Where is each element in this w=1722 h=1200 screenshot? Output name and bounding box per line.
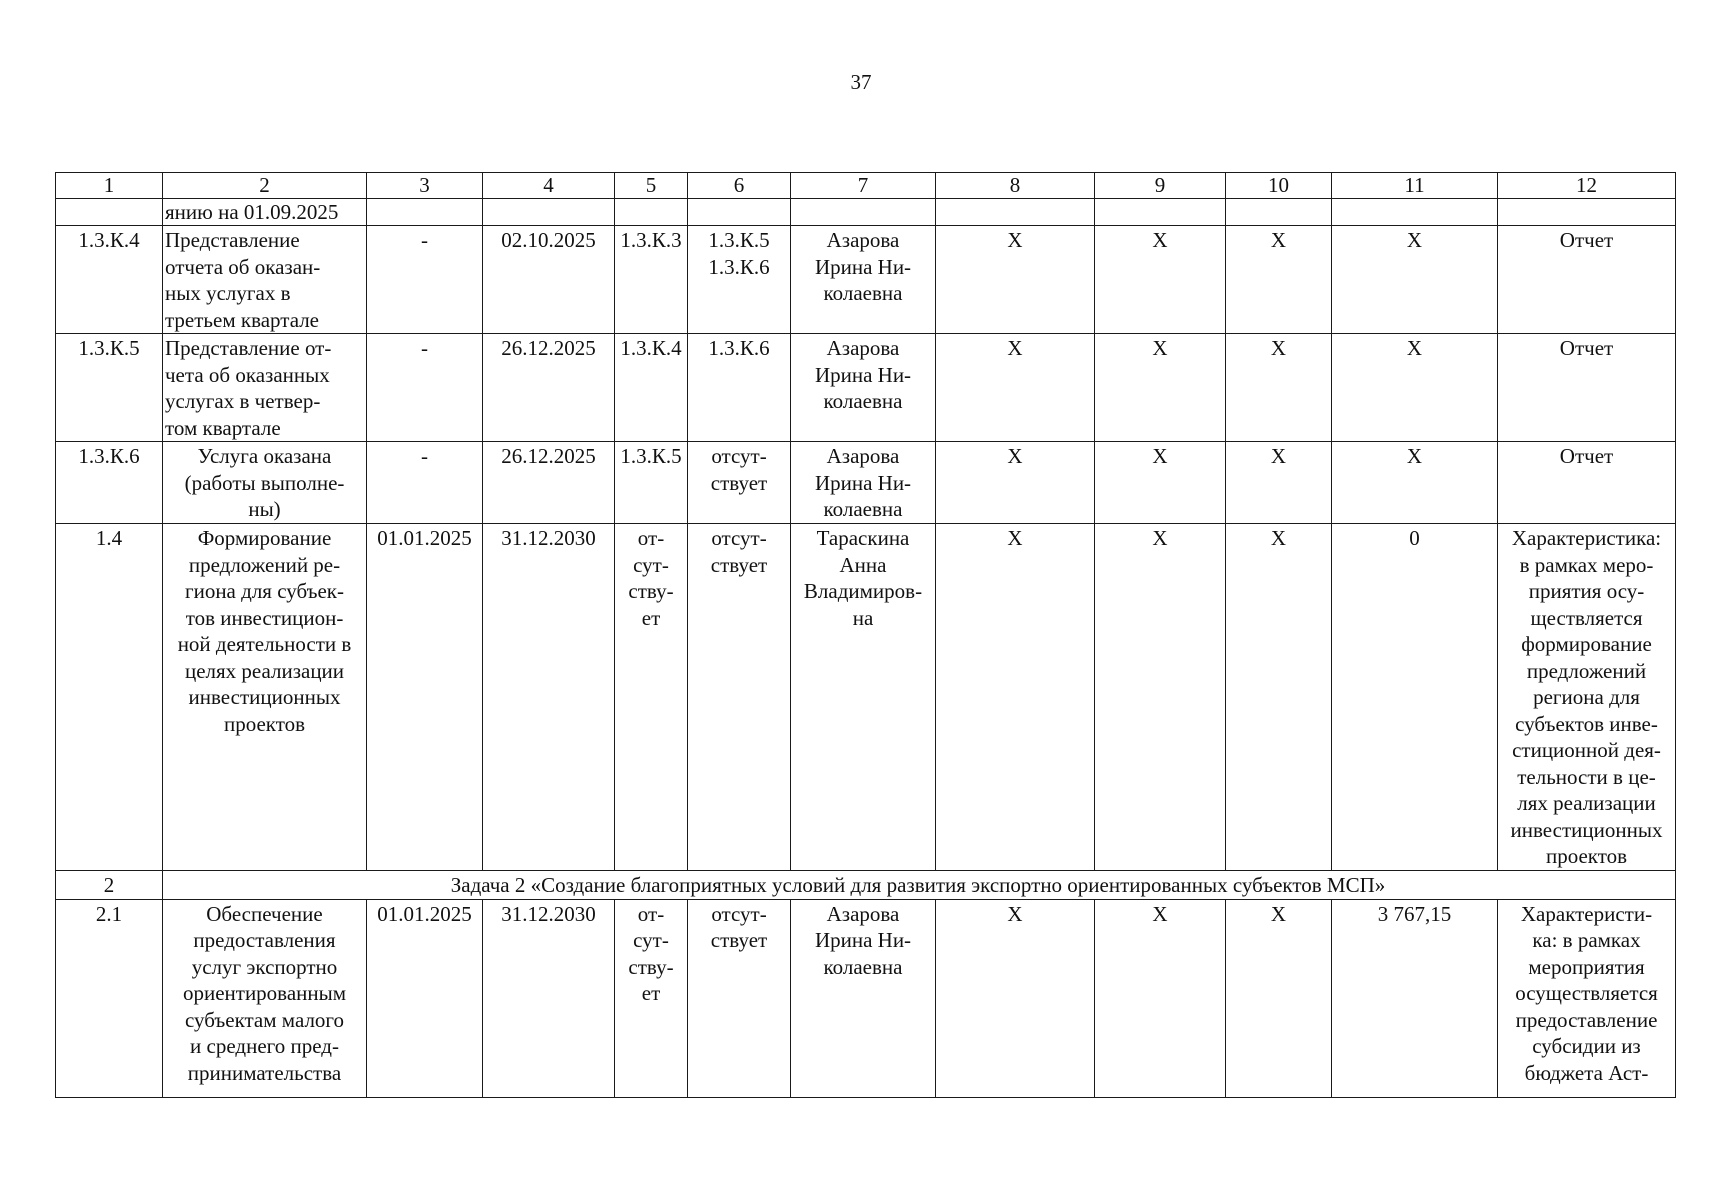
result-description-line: Отчет — [1559, 444, 1614, 468]
event-name-line: ной деятельности в — [177, 632, 352, 656]
task-row — [56, 870, 1676, 899]
empty-cell — [688, 199, 791, 226]
table-row — [56, 899, 1676, 1097]
responsible-person-line: колаевна — [823, 281, 903, 305]
end-date: 26.12.2025 — [483, 442, 615, 524]
value-col-8: X — [936, 226, 1095, 334]
end-date: 31.12.2030 — [483, 899, 615, 1097]
column-number-row — [56, 173, 1676, 199]
empty-cell — [1095, 199, 1226, 226]
column-number-5: 5 — [615, 173, 688, 199]
column-number-7: 7 — [791, 173, 936, 199]
event-name-line: третьем квартале — [165, 307, 319, 332]
event-name-line: услугах в четвер- — [165, 389, 321, 413]
responsible-person-line: Владимиров- — [803, 579, 923, 603]
value-col-11: 3 767,15 — [1332, 899, 1498, 1097]
value-col-10: X — [1226, 226, 1332, 334]
result-description-line: Характеристика: — [1511, 526, 1662, 550]
result-description — [1498, 524, 1676, 871]
responsible-person — [791, 899, 936, 1097]
column-number-3: 3 — [367, 173, 483, 199]
value-col-11: X — [1332, 226, 1498, 334]
event-name-line: Обеспечение — [206, 901, 323, 926]
result-description-line: региона для — [1533, 685, 1640, 709]
result-description-line: предоставление — [1515, 1007, 1658, 1032]
successor-line: 1.3.К.6 — [708, 254, 770, 279]
responsible-person-line: колаевна — [823, 497, 903, 521]
value-col-10: X — [1226, 334, 1332, 442]
successor-line: 1.3.К.5 — [708, 228, 770, 252]
successor — [688, 899, 791, 1097]
result-description-line: осуществляется — [1515, 981, 1658, 1005]
event-name-line: субъектам малого — [184, 1007, 345, 1032]
predecessor — [615, 334, 688, 442]
column-number-2: 2 — [163, 173, 367, 199]
predecessor — [615, 524, 688, 871]
value-col-9: X — [1095, 334, 1226, 442]
responsible-person-line: Азарова — [826, 228, 900, 252]
start-date: 01.01.2025 — [367, 524, 483, 871]
predecessor-line: 1.3.К.4 — [620, 336, 682, 360]
event-name-line: ны) — [248, 497, 281, 521]
predecessor-line: ству- — [628, 954, 674, 979]
result-description-line: в рамках меро- — [1519, 552, 1654, 577]
empty-cell — [1498, 199, 1676, 226]
value-col-11: 0 — [1332, 524, 1498, 871]
predecessor-line: от- — [637, 901, 665, 926]
predecessor-line: 1.3.К.5 — [620, 444, 682, 468]
row-number: 1.4 — [56, 524, 163, 871]
responsible-person-line: Ирина Ни- — [814, 928, 912, 952]
result-description-line: ществляется — [1530, 605, 1643, 630]
empty-cell — [483, 199, 615, 226]
value-col-8: X — [936, 524, 1095, 871]
predecessor — [615, 226, 688, 334]
event-name-line: инвестиционных — [188, 685, 341, 709]
event-name — [163, 334, 367, 442]
responsible-person-line: Тараскина — [816, 526, 910, 550]
end-date: 31.12.2030 — [483, 524, 615, 871]
column-number-9: 9 — [1095, 173, 1226, 199]
empty-cell — [1332, 199, 1498, 226]
result-description-line: мероприятия — [1528, 954, 1645, 979]
event-name-line: (работы выполне- — [184, 470, 345, 495]
predecessor-line: ет — [641, 605, 661, 630]
value-col-9: X — [1095, 442, 1226, 524]
result-description-line: субсидии из — [1532, 1034, 1641, 1058]
result-description-line: бюджета Аст- — [1524, 1060, 1649, 1085]
responsible-person-line: Ирина Ни- — [814, 362, 912, 387]
responsible-person-line: Ирина Ни- — [814, 470, 912, 495]
responsible-person-line: Анна — [839, 552, 887, 577]
value-col-11: X — [1332, 334, 1498, 442]
table-row — [56, 524, 1676, 871]
value-col-8: X — [936, 899, 1095, 1097]
empty-cell — [1226, 199, 1332, 226]
result-description-line: проектов — [1545, 844, 1628, 868]
predecessor — [615, 899, 688, 1097]
column-number-8: 8 — [936, 173, 1095, 199]
value-col-9: X — [1095, 899, 1226, 1097]
column-number-11: 11 — [1332, 173, 1498, 199]
result-description — [1498, 442, 1676, 524]
result-description-line: инвестиционных — [1510, 817, 1663, 842]
row-number: 1.3.К.6 — [56, 442, 163, 524]
responsible-person-line: Азарова — [826, 901, 900, 926]
result-description — [1498, 334, 1676, 442]
event-name — [163, 226, 367, 334]
successor-line: 1.3.К.6 — [708, 336, 770, 360]
empty-cell — [791, 199, 936, 226]
empty-cell — [367, 199, 483, 226]
successor — [688, 524, 791, 871]
responsible-person-line: Азарова — [826, 336, 900, 360]
end-date: 02.10.2025 — [483, 226, 615, 334]
event-name-line: и среднего пред- — [190, 1034, 339, 1058]
result-description — [1498, 226, 1676, 334]
responsible-person — [791, 524, 936, 871]
successor-line: ствует — [710, 552, 768, 577]
event-name-line: Формирование — [197, 526, 332, 550]
successor — [688, 226, 791, 334]
page-number: 37 — [850, 70, 872, 94]
responsible-person-line: Азарова — [826, 444, 900, 468]
event-name-line: ных услугах в — [165, 281, 291, 305]
result-description-line: тельности в це- — [1517, 764, 1656, 789]
carryover-text: янию на 01.09.2025 — [163, 199, 367, 226]
row-number: 1.3.К.5 — [56, 334, 163, 442]
event-name — [163, 899, 367, 1097]
start-date: 01.01.2025 — [367, 899, 483, 1097]
value-col-9: X — [1095, 524, 1226, 871]
task-number: 2 — [56, 870, 163, 899]
event-name-line: гиона для субъек- — [184, 579, 345, 603]
table-row — [56, 334, 1676, 442]
column-number-10: 10 — [1226, 173, 1332, 199]
responsible-person-line: колаевна — [823, 954, 903, 979]
successor-line: отсут- — [711, 901, 767, 926]
value-col-11: X — [1332, 442, 1498, 524]
predecessor-line: сут- — [633, 928, 669, 952]
event-name-line: отчета об оказан- — [165, 254, 321, 279]
start-date: - — [367, 442, 483, 524]
predecessor-line: ет — [641, 981, 661, 1005]
result-description-line: приятия осу- — [1528, 579, 1645, 603]
result-description-line: Отчет — [1559, 336, 1614, 360]
column-number-12: 12 — [1498, 173, 1676, 199]
value-col-8: X — [936, 334, 1095, 442]
event-name-line: предложений ре- — [188, 552, 341, 577]
responsible-person-line: Ирина Ни- — [814, 254, 912, 279]
event-name-line: целях реализации — [184, 658, 345, 683]
column-number-1: 1 — [56, 173, 163, 199]
successor-line: отсут- — [711, 444, 767, 468]
row-number: 1.3.К.4 — [56, 226, 163, 334]
responsible-person — [791, 334, 936, 442]
event-name-line: услуг экспортно — [191, 954, 338, 979]
empty-cell — [615, 199, 688, 226]
value-col-10: X — [1226, 899, 1332, 1097]
successor-line: отсут- — [711, 526, 767, 550]
value-col-9: X — [1095, 226, 1226, 334]
event-name-line: Представление — [165, 228, 300, 252]
start-date: - — [367, 334, 483, 442]
successor — [688, 442, 791, 524]
result-description-line: формирование — [1521, 632, 1652, 656]
end-date: 26.12.2025 — [483, 334, 615, 442]
task-title: Задача 2 «Создание благоприятных условий для развития экспортно ориентированных субъектов МСП» — [163, 870, 1676, 899]
event-name-line: чета об оказанных — [165, 362, 330, 387]
event-name-line: тов инвестицион- — [185, 605, 344, 630]
start-date: - — [367, 226, 483, 334]
predecessor — [615, 442, 688, 524]
event-name-line: том квартале — [165, 415, 281, 440]
result-description-line: лях реализации — [1517, 791, 1656, 815]
responsible-person-line: колаевна — [823, 389, 903, 413]
event-name — [163, 442, 367, 524]
plan-table — [55, 172, 1676, 1098]
result-description-line: Отчет — [1559, 228, 1614, 252]
event-name-line: Услуга оказана — [197, 444, 332, 468]
successor — [688, 334, 791, 442]
event-name — [163, 524, 367, 871]
successor-line: ствует — [710, 928, 768, 952]
responsible-person — [791, 442, 936, 524]
result-description-line: субъектов инве- — [1515, 711, 1658, 736]
empty-cell — [936, 199, 1095, 226]
carryover-num-cell — [56, 199, 163, 226]
table-row — [56, 442, 1676, 524]
event-name-line: принимательства — [187, 1060, 342, 1085]
value-col-10: X — [1226, 442, 1332, 524]
event-name-line: ориентированным — [182, 981, 347, 1005]
value-col-10: X — [1226, 524, 1332, 871]
event-name-line: Представление от- — [165, 336, 332, 360]
event-name-line: проектов — [223, 711, 306, 736]
value-col-8: X — [936, 442, 1095, 524]
successor-line: ствует — [710, 470, 768, 495]
predecessor-line: ству- — [628, 579, 674, 603]
table-row — [56, 226, 1676, 334]
responsible-person — [791, 226, 936, 334]
predecessor-line: сут- — [633, 552, 669, 577]
result-description-line: предложений — [1526, 658, 1647, 683]
responsible-person-line: на — [852, 605, 874, 630]
predecessor-line: 1.3.К.3 — [620, 228, 682, 252]
carryover-row — [56, 199, 1676, 226]
row-number: 2.1 — [56, 899, 163, 1097]
result-description-line: стиционной дея- — [1512, 738, 1661, 762]
predecessor-line: от- — [637, 526, 665, 550]
event-name-line: предоставления — [193, 928, 336, 952]
column-number-6: 6 — [688, 173, 791, 199]
result-description-line: ка: в рамках — [1532, 928, 1641, 952]
result-description-line: Характеристи- — [1520, 901, 1653, 926]
column-number-4: 4 — [483, 173, 615, 199]
result-description — [1498, 899, 1676, 1097]
